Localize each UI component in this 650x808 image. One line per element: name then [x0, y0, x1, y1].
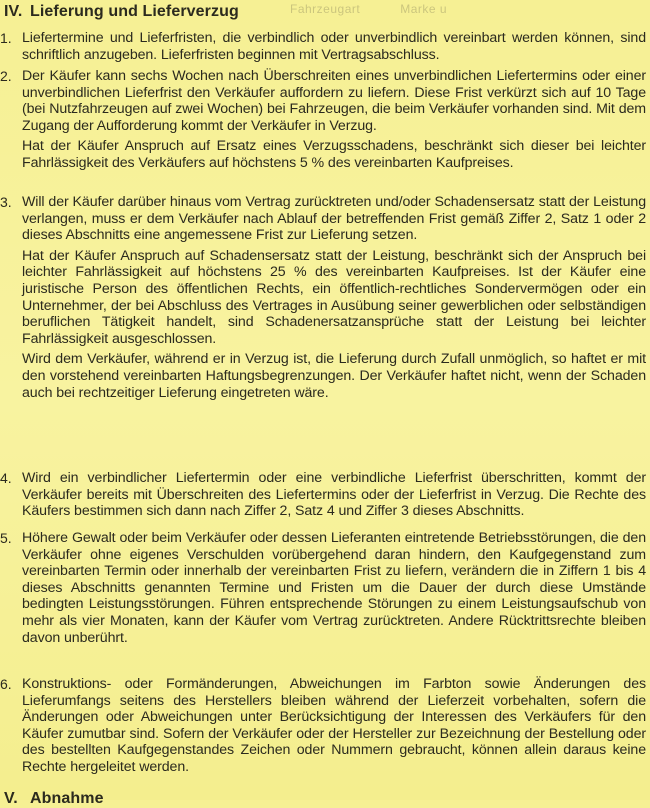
clause-paragraph: Hat der Käufer Anspruch auf Ersatz eines Verzugsschadens, beschränkt sich dieser bei leichter Fahrlässigkeit des Verkäufers auf höchstens 5 % des vereinbarten Kaufpreises.	[22, 138, 646, 171]
faded-label: Fahrzeugart	[290, 2, 361, 16]
section-heading	[4, 3, 239, 21]
faded-label: Marke u	[400, 2, 448, 16]
clause-paragraph: Höhere Gewalt oder beim Verkäufer oder dessen Lieferanten eintretende Betriebsstörungen, die den Verkäufer ohne eigenes Verschulden vorübergehend daran hindern, den Kaufgegenstand zum vereinbarten Termin oder innerhalb der vereinbarten Frist zu liefern, verändern die in Ziffern 1 bis 4 dieses Abschnitts genannten Termine und Fristen um die Dauer der durch diese Umstände bedingten Leistungsstörungen. Führen entsprechende Störungen zu einem Leistungsaufschub von mehr als vier Monaten, kann der Käufer vom Vertrag zurücktreten. Andere Rücktrittsrechte bleiben davon unberührt.	[22, 530, 646, 646]
clause-paragraph: Wird dem Verkäufer, während er in Verzug ist, die Lieferung durch Zufall unmöglich, so haftet er mit den vorstehend vereinbarten Haftungsbegrenzungen. Der Verkäufer haftet nicht, wenn der Schaden auch bei rechtzeitiger Lieferung eingetreten wäre.	[22, 351, 646, 401]
next-section-heading	[4, 790, 104, 808]
clause-number: 5.	[0, 530, 12, 546]
clause-paragraph: Liefertermine und Lieferfristen, die verbindlich oder unverbindlich vereinbart werden können, sind schriftlich anzugeben. Lieferfristen beginnen mit Vertragsabschluss.	[22, 30, 646, 63]
clause-5	[0, 530, 646, 650]
clause-number: 2.	[0, 68, 12, 84]
clause-number: 1.	[0, 30, 12, 46]
clause-3	[0, 194, 646, 405]
section-number: IV.	[4, 3, 23, 20]
clause-number: 3.	[0, 194, 12, 210]
section-title: Lieferung und Lieferverzug	[30, 3, 239, 20]
section-title: Abnahme	[30, 790, 104, 807]
clause-paragraph: Will der Käufer darüber hinaus vom Vertrag zurücktreten und/oder Schadensersatz statt der Leistung verlangen, muss er dem Verkäufer nach Ablauf der betreffenden Frist gemäß Ziffer 2, Satz 1 oder 2 dieses Abschnitts eine angemessene Frist zur Lieferung setzen.	[22, 194, 646, 244]
clause-paragraph: Hat der Käufer Anspruch auf Schadensersatz statt der Leistung, beschränkt sich der Anspruch bei leichter Fahrlässigkeit auf höchstens 25 % des vereinbarten Kaufpreises. Ist der Käufer eine juristische Person des öffentlichen Rechts, ein öffentlich-rechtliches Sondervermögen oder ein Unternehmer, der bei Abschluss des Vertrages in Ausübung seiner gewerblichen oder selbständigen beruflichen Tätigkeit handelt, sind Schadenersatzansprüche statt der Leistung bei leichter Fahrlässigkeit ausgeschlossen.	[22, 247, 646, 347]
clause-number: 4.	[0, 470, 12, 486]
clause-paragraph: Der Käufer kann sechs Wochen nach Überschreiten eines unverbindlichen Liefertermins oder einer unverbindlichen Lieferfrist den Verkäufer auffordern zu liefern. Diese Frist verkürzt sich auf 10 Tage (bei Nutzfahrzeugen auf zwei Wochen) bei Fahrzeugen, die beim Verkäufer vorhanden sind. Mit dem Zugang der Aufforderung kommt der Verkäufer in Verzug.	[22, 68, 646, 134]
clause-number: 6.	[0, 676, 12, 692]
faded-form-header	[270, 2, 650, 22]
clause-paragraph: Wird ein verbindlicher Liefertermin oder eine verbindliche Lieferfrist überschritten, kommt der Verkäufer bereits mit Überschreiten des Liefertermins oder der Lieferfrist in Verzug. Die Rechte des Käufers bestimmen sich dann nach Ziffer 2, Satz 4 und Ziffer 3 dieses Abschnitts.	[22, 470, 646, 520]
clause-1	[0, 30, 646, 67]
clause-2	[0, 68, 646, 176]
clause-4	[0, 470, 646, 524]
section-number: V.	[4, 790, 18, 807]
clause-6	[0, 676, 646, 780]
clause-paragraph: Konstruktions- oder Formänderungen, Abweichungen im Farbton sowie Änderungen des Lieferumfangs seitens des Herstellers bleiben während der Lieferzeit vorbehalten, sofern die Änderungen oder Abweichungen unter Berücksichtigung der Interessen des Verkäufers für den Käufer zumutbar sind. Sofern der Verkäufer oder der Hersteller zur Bezeichnung der Bestellung oder des bestellten Kaufgegenstandes Zeichen oder Nummern gebraucht, können allein daraus keine Rechte hergeleitet werden.	[22, 676, 646, 775]
